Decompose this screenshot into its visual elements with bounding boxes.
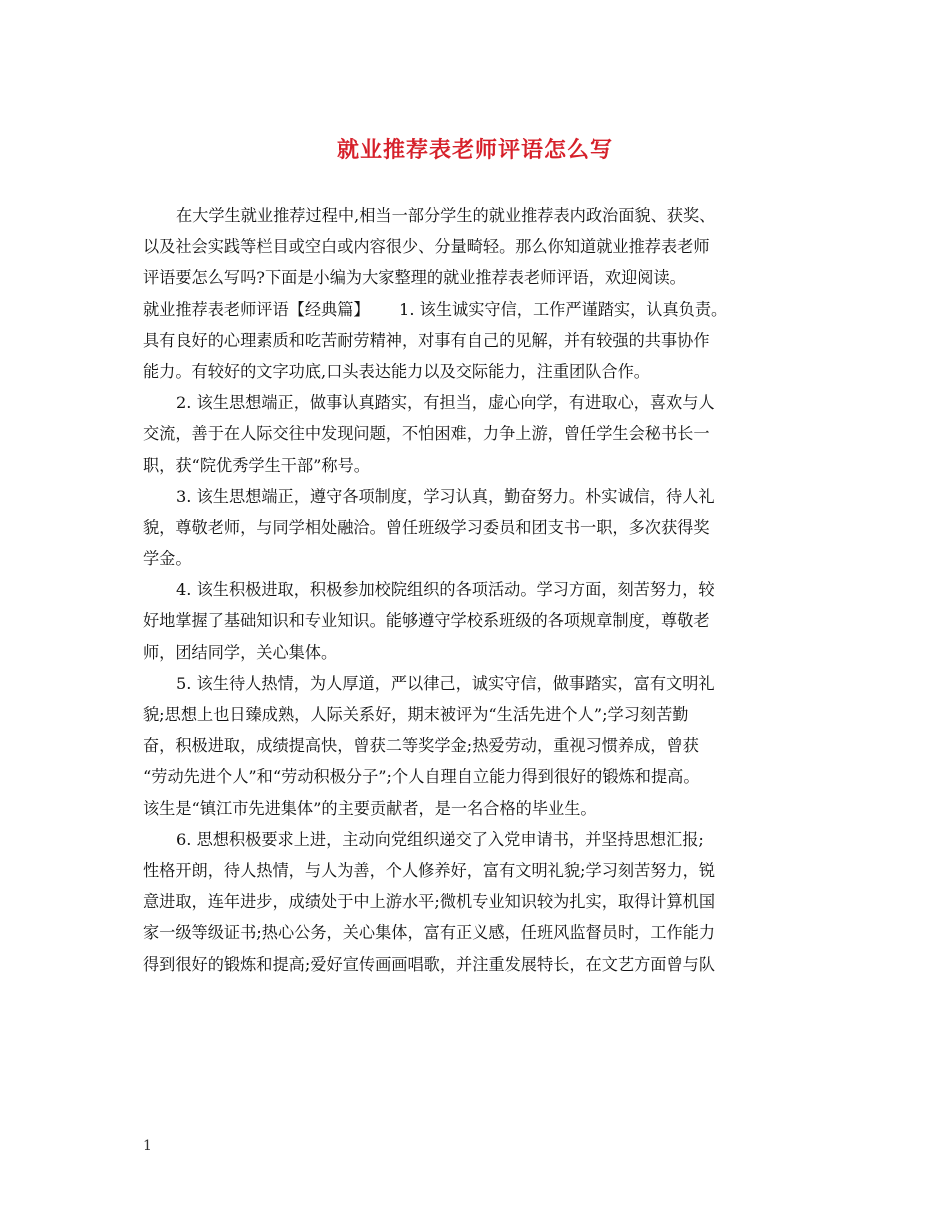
body-line: 得到很好的锻炼和提高;爱好宣传画画唱歌，并注重发展特长，在文艺方面曾与队 <box>143 954 716 974</box>
body-line: 家一级等级证书;热心公务，关心集体，富有正义感，任班风监督员时，工作能力 <box>143 923 716 943</box>
body-line: 评语要怎么写吗?下面是小编为大家整理的就业推荐表老师评语，欢迎阅读。 <box>143 268 686 288</box>
body-line: 5. 该生待人热情，为人厚道，严以律己，诚实守信，做事踏实，富有文明礼 <box>176 673 715 693</box>
body-line: 以及社会实践等栏目或空白或内容很少、分量畸轻。那么你知道就业推荐表老师 <box>143 237 710 257</box>
body-line: 就业推荐表老师评语【经典篇】 1. 该生诚实守信，工作严谨踏实，认真负责。 <box>143 299 728 319</box>
body-line: 好地掌握了基础知识和专业知识。能够遵守学校系班级的各项规章制度，尊敬老 <box>143 611 710 631</box>
body-line: 学金。 <box>143 549 192 569</box>
body-line: 师，团结同学，关心集体。 <box>143 642 338 662</box>
document-title: 就业推荐表老师评语怎么写 <box>336 137 613 163</box>
body-line: 意进取，连年进步，成绩处于中上游水平;微机专业知识较为扎实，取得计算机国 <box>143 892 716 912</box>
body-line: 3. 该生思想端正，遵守各项制度，学习认真，勤奋努力。朴实诚信，待人礼 <box>176 486 715 506</box>
body-line: 性格开朗，待人热情，与人为善，个人修养好，富有文明礼貌;学习刻苦努力，锐 <box>143 860 716 880</box>
page-number: 1 <box>143 1138 152 1154</box>
body-line: 能力。有较好的文字功底,口头表达能力以及交际能力，注重团队合作。 <box>143 361 650 381</box>
body-line: 貌;思想上也日臻成熟，人际关系好，期末被评为“生活先进个人”;学习刻苦勤 <box>143 705 689 724</box>
body-line: 奋，积极进取，成绩提高快，曾获二等奖学金;热爱劳动，重视习惯养成，曾获 <box>143 736 699 756</box>
body-line: 该生是“镇江市先进集体”的主要贡献者，是一名合格的毕业生。 <box>143 798 597 818</box>
body-line: 职，获“院优秀学生干部”称号。 <box>143 455 370 475</box>
document-body <box>143 200 813 980</box>
body-line: 交流，善于在人际交往中发现问题，不怕困难，力争上游，曾任学生会秘书长一 <box>143 424 710 444</box>
body-line: 4. 该生积极进取，积极参加校院组织的各项活动。学习方面，刻苦努力，较 <box>176 580 715 600</box>
body-line: “劳动先进个人”和“劳动积极分子”;个人自理自立能力得到很好的锻炼和提高。 <box>143 767 700 787</box>
body-line: 2. 该生思想端正，做事认真踏实，有担当，虚心向学，有进取心，喜欢与人 <box>176 393 715 413</box>
body-line: 6. 思想积极要求上进，主动向党组织递交了入党申请书，并坚持思想汇报; <box>176 829 704 849</box>
body-line: 具有良好的心理素质和吃苦耐劳精神，对事有自己的见解，并有较强的共事协作 <box>143 330 710 350</box>
body-line: 貌，尊敬老师，与同学相处融洽。曾任班级学习委员和团支书一职，多次获得奖 <box>143 517 710 537</box>
body-line: 在大学生就业推荐过程中,相当一部分学生的就业推荐表内政治面貌、获奖、 <box>176 206 716 225</box>
